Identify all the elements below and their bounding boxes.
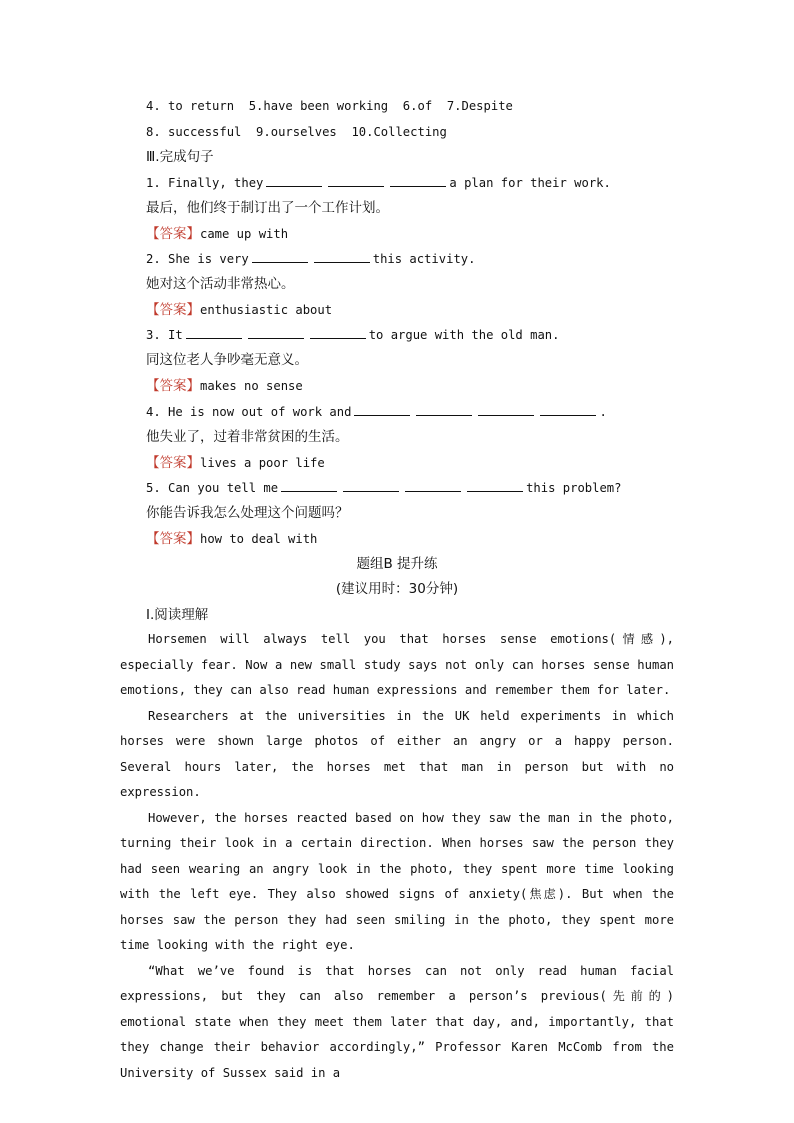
- chinese-translation: 最后，他们终于制订出了一个工作计划。: [146, 200, 389, 216]
- question-line: [146, 251, 475, 267]
- answer-blank: [314, 251, 370, 263]
- answer-blank: [343, 480, 399, 492]
- paragraph: Horsemen will always tell you that horses sense emotions(情感), especially fear. Now a new small study says not only can horses sense human emotions, they can also read human expressions and remember them for later.: [120, 632, 674, 697]
- question-text-end: this activity.: [372, 252, 476, 266]
- question-line: [146, 327, 559, 343]
- question-text: 2. She is very: [146, 252, 249, 266]
- group-title: 题组B 提升练: [356, 556, 438, 572]
- answer-blank: [281, 480, 337, 492]
- answer-line: [146, 531, 317, 547]
- reading-passage: [120, 627, 674, 1086]
- answer-blank: [328, 175, 384, 187]
- answer-text: makes no sense: [200, 379, 303, 393]
- answer-line-2: 8. successful 9.ourselves 10.Collecting: [146, 125, 447, 139]
- question-text: 1. Finally, they: [146, 176, 264, 190]
- paragraph: Researchers at the universities in the UK held experiments in which horses were shown large photos of either an angry or a happy person. Several hours later, the horses met that man in person but with no expression.: [120, 708, 674, 799]
- answer-tag: 【答案】: [146, 302, 200, 318]
- answer-blank: [405, 480, 461, 492]
- question-line: [146, 404, 607, 420]
- paragraph: “What we’ve found is that horses can not only read human facial expressions, but they can also remember a person’s previous(先前的) emotional state when they meet them later that day, and, importantly, that they change their behavior accordingly,” Professor Karen McComb from the University of Sussex said in a: [120, 963, 674, 1080]
- answer-line: [146, 226, 288, 242]
- answer-blank: [416, 404, 472, 416]
- section-heading: Ⅲ.完成句子: [146, 149, 214, 165]
- answer-tag: 【答案】: [146, 455, 200, 471]
- question-text-end: to argue with the old man.: [368, 328, 560, 342]
- answer-line: [146, 302, 332, 318]
- question-text: 3. It: [146, 328, 183, 342]
- answer-tag: 【答案】: [146, 226, 200, 242]
- answer-blank: [478, 404, 534, 416]
- answer-blank: [540, 404, 596, 416]
- suggested-time: (建议用时：30分钟): [335, 581, 459, 597]
- answer-blank: [186, 327, 242, 339]
- question-text: 4. He is now out of work and: [146, 405, 352, 419]
- answer-blank: [266, 175, 322, 187]
- answer-line: [146, 378, 303, 394]
- answer-text: lives a poor life: [200, 456, 325, 470]
- answer-tag: 【答案】: [146, 531, 200, 547]
- answer-text: how to deal with: [200, 532, 318, 546]
- question-text-end: a plan for their work.: [449, 176, 611, 190]
- reading-heading: Ⅰ.阅读理解: [146, 607, 209, 623]
- question-line: [146, 480, 621, 496]
- paragraph: However, the horses reacted based on how they saw the man in the photo, turning their look in a certain direction. When horses saw the person they had seen wearing an angry look in the photo, they spent more time looking with the left eye. They also showed signs of anxiety(焦虑). But when the horses saw the person they had seen smiling in the photo, they spent more time looking with the right eye.: [120, 810, 674, 952]
- answer-text: came up with: [200, 227, 289, 241]
- chinese-translation: 同这位老人争吵毫无意义。: [146, 352, 308, 368]
- chinese-translation: 你能告诉我怎么处理这个问题吗？: [146, 505, 349, 521]
- answer-blank: [467, 480, 523, 492]
- answer-line-1: 4. to return 5.have been working 6.of 7.Despite: [146, 99, 513, 113]
- answer-blank: [252, 251, 308, 263]
- answer-blank: [390, 175, 446, 187]
- answer-blank: [248, 327, 304, 339]
- answer-line: [146, 455, 325, 471]
- chinese-translation: 她对这个活动非常热心。: [146, 276, 295, 292]
- question-text-end: .: [599, 405, 607, 419]
- question-line: [146, 175, 611, 191]
- answer-text: enthusiastic about: [200, 303, 333, 317]
- answer-blank: [354, 404, 410, 416]
- question-text: 5. Can you tell me: [146, 481, 279, 495]
- chinese-translation: 他失业了，过着非常贫困的生活。: [146, 429, 349, 445]
- answer-blank: [310, 327, 366, 339]
- question-text-end: this problem?: [526, 481, 622, 495]
- answer-tag: 【答案】: [146, 378, 200, 394]
